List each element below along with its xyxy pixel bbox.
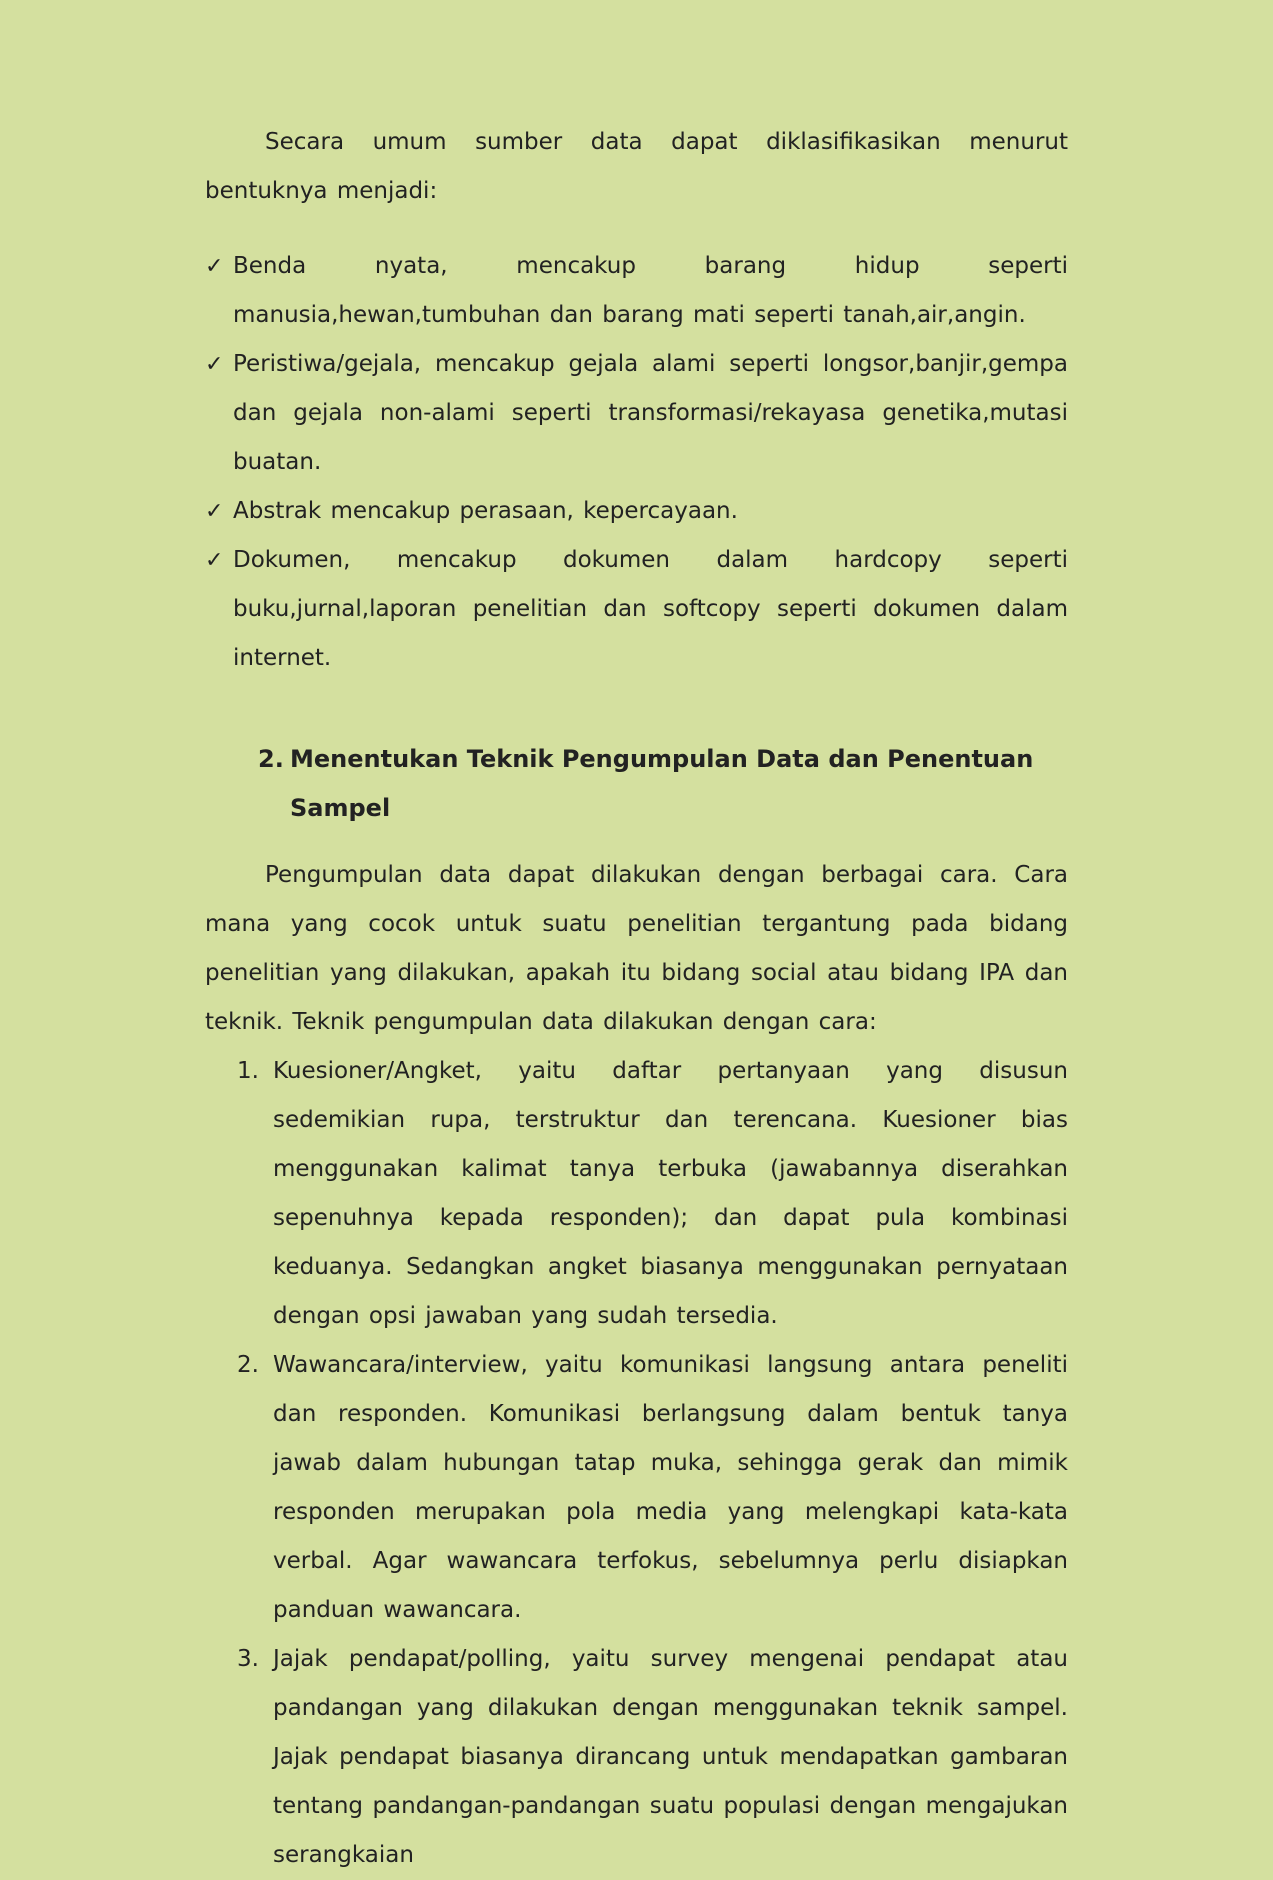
intro-paragraph: Secara umum sumber data dapat diklasifikasikan menurut bentuknya menjadi: <box>205 129 1068 204</box>
check-list <box>205 242 1068 683</box>
section-heading <box>258 735 1068 833</box>
list-item <box>205 536 1068 683</box>
item-number: 2. <box>237 1352 259 1378</box>
checkmark-icon: ✓ <box>205 499 224 524</box>
check-item-text: Benda nyata, mencakup barang hidup seperti manusia,hewan,tumbuhan dan barang mati seperti tanah,air,angin. <box>233 253 1068 328</box>
numbered-item-text: Jajak pendapat/polling, yaitu survey mengenai pendapat atau pandangan yang dilakukan dengan menggunakan teknik sampel. Jajak pendapat biasanya dirancang untuk mendapatkan gambaran tentang pandangan-pandangan suatu populasi dengan mengajukan serangkaian <box>273 1646 1068 1868</box>
check-item-text: Dokumen, mencakup dokumen dalam hardcopy seperti buku,jurnal,laporan penelitian dan softcopy seperti dokumen dalam internet. <box>233 547 1068 671</box>
section-number: 2. <box>258 745 284 773</box>
list-item <box>237 1635 1068 1880</box>
item-number: 1. <box>237 1058 259 1084</box>
checkmark-icon: ✓ <box>205 352 224 377</box>
list-item <box>205 242 1068 340</box>
numbered-item-text: Kuesioner/Angket, yaitu daftar pertanyaan yang disusun sedemikian rupa, terstruktur dan terencana. Kuesioner bias menggunakan kalimat tanya terbuka (jawabannya diserahkan sepenuhnya kepada responden); dan dapat pula kombinasi keduanya. Sedangkan angket biasanya menggunakan pernyataan dengan opsi jawaban yang sudah tersedia. <box>273 1058 1068 1329</box>
item-number: 3. <box>237 1646 259 1672</box>
check-item-text: Peristiwa/gejala, mencakup gejala alami seperti longsor,banjir,gempa dan gejala non-alami seperti transformasi/rekayasa genetika,mutasi buatan. <box>233 351 1068 475</box>
section-paragraph: Pengumpulan data dapat dilakukan dengan berbagai cara. Cara mana yang cocok untuk suatu penelitian tergantung pada bidang penelitian yang dilakukan, apakah itu bidang social atau bidang IPA dan teknik. Teknik pengumpulan data dilakukan dengan cara: <box>205 862 1068 1035</box>
checkmark-icon: ✓ <box>205 548 224 573</box>
list-item <box>205 340 1068 487</box>
check-item-text: Abstrak mencakup perasaan, kepercayaan. <box>233 498 738 524</box>
list-item <box>205 487 1068 536</box>
list-item <box>237 1341 1068 1635</box>
checkmark-icon: ✓ <box>205 254 224 279</box>
section-title: Menentukan Teknik Pengumpulan Data dan Penentuan Sampel <box>290 745 1034 822</box>
numbered-item-text: Wawancara/interview, yaitu komunikasi langsung antara peneliti dan responden. Komunikasi berlangsung dalam bentuk tanya jawab dalam hubungan tatap muka, sehingga gerak dan mimik responden merupakan pola media yang melengkapi kata-kata verbal. Agar wawancara terfokus, sebelumnya perlu disiapkan panduan wawancara. <box>273 1352 1068 1623</box>
numbered-list <box>237 1047 1068 1880</box>
list-item <box>237 1047 1068 1341</box>
